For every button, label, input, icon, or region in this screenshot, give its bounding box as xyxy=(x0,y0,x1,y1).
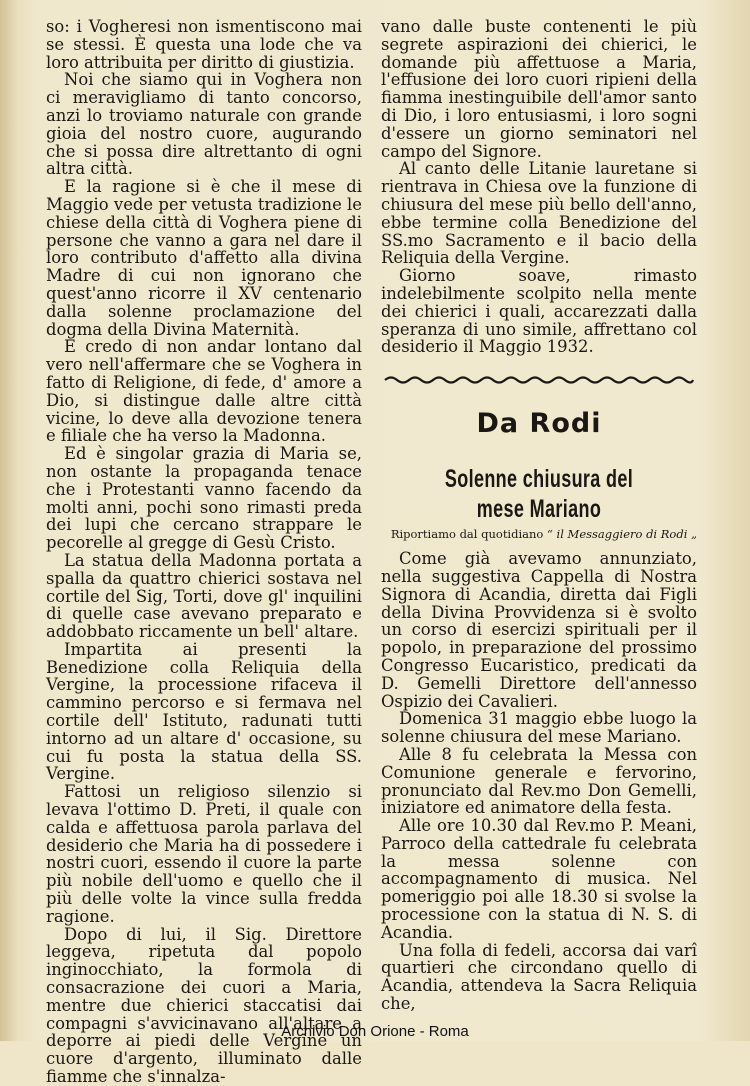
paragraph: Giorno soave, rimasto indelebilmente scolpito nella mente dei chierici i quali, accarezzati dalla speranza di uno simile, affrettano col desiderio il Maggio 1932. xyxy=(381,266,697,357)
paragraph: so: i Vogheresi non ismentiscono mai se stessi. È questa una lode che va loro attribuita per diritto di giustizia. xyxy=(46,17,362,72)
archive-footer: Archivio Don Orione - Roma xyxy=(281,1023,469,1040)
paragraph: vano dalle buste contenenti le più segrete aspirazioni dei chierici, le domande più affettuose a Maria, l'effusione dei loro cuori ripieni della fiamma inestinguibile dell'amor santo di Dio, i loro entusiasmi, i loro sogni d'essere un giorno seminatori nel campo del Signore. xyxy=(381,17,697,161)
paragraph: Al canto delle Litanie lauretane si rientrava in Chiesa ove la funzione di chiusura del mese più bello dell'anno, ebbe termine colla Benedizione del SS.mo Sacramento e il bacio della Reliquia della Vergine. xyxy=(381,159,697,268)
paragraph: E la ragione si è che il mese di Maggio vede per vetusta tradizione le chiese della città di Voghera piene di persone che vanno a gara nel dare il loro contributo d'affetto alla divina Madre di cui non ignorano che quest'anno ricorre il XV centenario dalla solenne proclamazione del dogma della Divina Maternità. xyxy=(46,177,362,339)
section-title: Da Rodi xyxy=(476,408,602,440)
left-column xyxy=(46,18,362,1086)
paragraph: Domenica 31 maggio ebbe luogo la solenne chiusura del mese Mariano. xyxy=(381,709,697,747)
paragraph: Alle ore 10.30 dal Rev.mo P. Meani, Parroco della cattedrale fu celebrata la messa solenne con accompagnamento di musica. Nel pomeriggio poi alle 18.30 si svolse la processione con la statua di N. S. di Acandia. xyxy=(381,816,697,942)
paragraph: Come già avevamo annunziato, nella suggestiva Cappella di Nostra Signora di Acandia, diretta dai Figli della Divina Provvidenza si è svolto un corso di esercizi spirituali per il popolo, in preparazione del prossimo Congresso Eucaristico, predicati da D. Gemelli Direttore dell'annesso Ospizio dei Cavalieri. xyxy=(381,549,697,711)
paragraph: Dopo di lui, il Sig. Direttore leggeva, ripetuta dal popolo inginocchiato, la formola di consacrazione dei cuori a Maria, mentre due chierici staccatisi dai compagni s'avvicinavano all'altare a deporre ai piedi delle Vergine un cuore d'argento, illuminato dalle fiamme che s'innalza- xyxy=(46,924,362,1086)
paragraph: Fattosi un religioso silenzio si levava l'ottimo D. Preti, il quale con calda e affettuosa parola parlava del desiderio che Maria ha di possedere i nostri cuori, essendo il cuore la parte più nobile dell'uomo e quello che il più delle volte la vince sulla fredda ragione. xyxy=(46,782,362,926)
source-line xyxy=(381,526,697,542)
right-column xyxy=(381,18,697,1013)
paragraph: Ed è singolar grazia di Maria se, non ostante la propaganda tenace che i Protestanti vanno facendo da molti anni, pochi sono rimasti preda dei lupi che cercano strappare le pecorelle al gregge di Gesù Cristo. xyxy=(46,444,362,553)
paragraph: La statua della Madonna portata a spalla da quattro chierici sostava nel cortile del Sig, Torti, dove gl' inquilini di quelle case avevano preparato e addobbato riccamente un bell' altare. xyxy=(46,550,362,642)
article-title: Solenne chiusura del mese Mariano xyxy=(444,465,634,524)
source-newspaper: “ il Messaggiero di Rodi „ xyxy=(547,527,697,542)
source-prefix: Riportiamo dal quotidiano xyxy=(390,527,544,542)
ornamental-divider xyxy=(381,374,697,386)
page-fold-shadow xyxy=(0,0,18,1041)
paragraph: Impartita ai presenti la Benedizione colla Reliquia della Vergine, la processione rifaceva il cammino percorso e si fermava nel cortile dell' Istituto, radunati tutti intorno ad un altare d' occasione, su cui fu posta la statua della SS. Vergine. xyxy=(46,639,362,784)
paragraph: Alle 8 fu celebrata la Messa con Comunione generale e fervorino, pronunciato dal Rev.mo Don Gemelli, iniziatore ed animatore della festa. xyxy=(381,744,697,818)
paragraph: E credo di non andar lontano dal vero nell'affermare che se Voghera in fatto di Religione, di fede, d' amore a Dio, si distingue dalle altre città vicine, lo deve alla devozione tenera e filiale che ha verso la Madonna. xyxy=(46,337,362,446)
paragraph: Una folla di fedeli, accorsa dai varî quartieri che circondano quello di Acandia, attendeva la Sacra Reliquia che, xyxy=(381,940,697,1014)
paragraph: Noi che siamo qui in Voghera non ci meravigliamo di tanto concorso, anzi lo troviamo naturale con grande gioia del nostro cuore, augurando che si possa dire altrettanto di ogni altra città. xyxy=(46,70,362,179)
